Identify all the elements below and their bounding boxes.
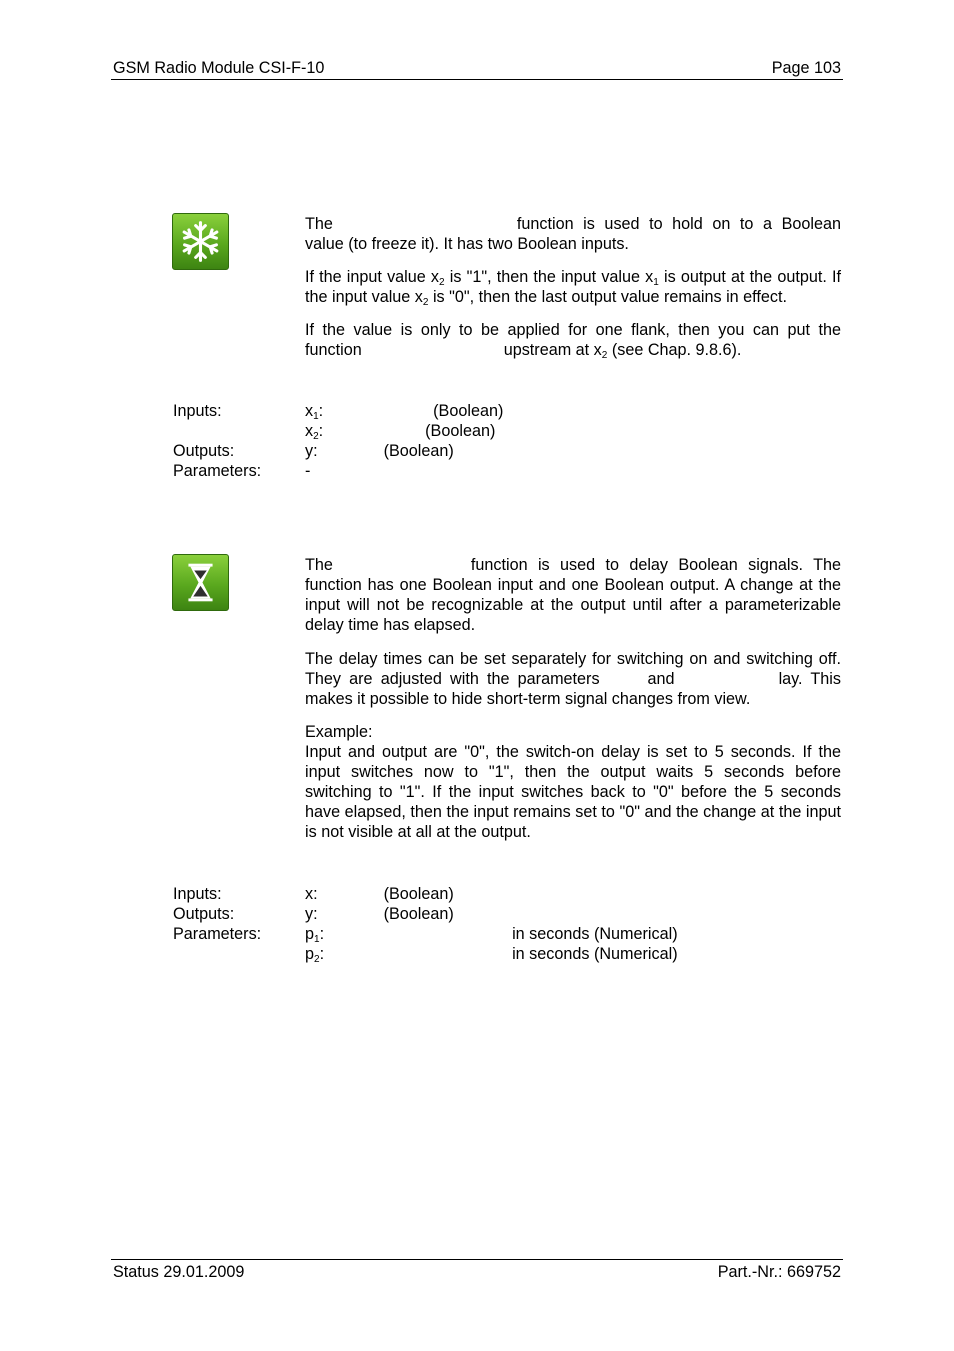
delay-params-label: Parameters: [173, 925, 262, 943]
hold-outputs-label: Outputs: [173, 442, 235, 460]
delay-input-x: x: (Boolean) [305, 885, 454, 903]
header-title: GSM Radio Module CSI-F-10 [113, 59, 325, 77]
hold-params-label: Parameters: [173, 462, 262, 480]
hold-output-y: y: (Boolean) [305, 442, 454, 460]
delay-paragraph-1: The function is used to delay Boolean signals. The function has one Boolean input and one Boolean output. A change at the input will not be recognizable at the output until after a parameterizable delay time has elapsed. [305, 556, 841, 634]
hold-inputs-label: Inputs: [173, 402, 222, 420]
delay-example-label: Example: [305, 723, 373, 741]
hold-paragraph-2: If the input value $x_2$ is "1", then the input value $x_1$ is output at the output. If the input value $x_2$ is "0", then the last output value remains in effect. [305, 268, 841, 308]
snowflake-icon [172, 213, 229, 270]
hourglass-icon [172, 554, 229, 611]
footer-status: Status 29.01.2009 [113, 1263, 245, 1281]
delay-param-p2: $p_2$: in seconds (Numerical) [305, 945, 678, 965]
header-rule [111, 79, 843, 80]
delay-param-p1: $p_1$: in seconds (Numerical) [305, 925, 678, 945]
delay-outputs-label: Outputs: [173, 905, 235, 923]
hold-paragraph-3: If the value is only to be applied for one flank, then you can put the function upstream at $x_2$ (see Chap. 9.8.6). [305, 321, 841, 361]
page-number: Page 103 [771, 59, 841, 77]
delay-output-y: y: (Boolean) [305, 905, 454, 923]
footer-rule [111, 1259, 843, 1260]
hold-description [305, 214, 841, 360]
delay-example-text: Input and output are "0", the switch-on delay is set to 5 seconds. If the input switches now to "1", then the output waits 5 seconds before switching to "1". If the input switches back to "0" before the 5 seconds have elapsed, then the input remains set to "0" and the change at the input is not visible at all at the output. [305, 743, 841, 841]
delay-inputs-label: Inputs: [173, 885, 222, 903]
delay-description [305, 555, 841, 842]
hold-params-value: - [305, 462, 311, 480]
footer-part-number: Part.-Nr.: 669752 [717, 1263, 841, 1281]
delay-paragraph-2: The delay times can be set separately for switching on and switching off. They are adjusted with the parameters and lay. This makes it possible to hide short-term signal changes from view. [305, 650, 841, 708]
hold-paragraph-1: The function is used to hold on to a Boolean value (to freeze it). It has two Boolean inputs. [305, 215, 841, 253]
hold-input-x1: $x_1$: (Boolean) [305, 402, 504, 422]
hold-input-x2: $x_2$: (Boolean) [305, 422, 496, 442]
